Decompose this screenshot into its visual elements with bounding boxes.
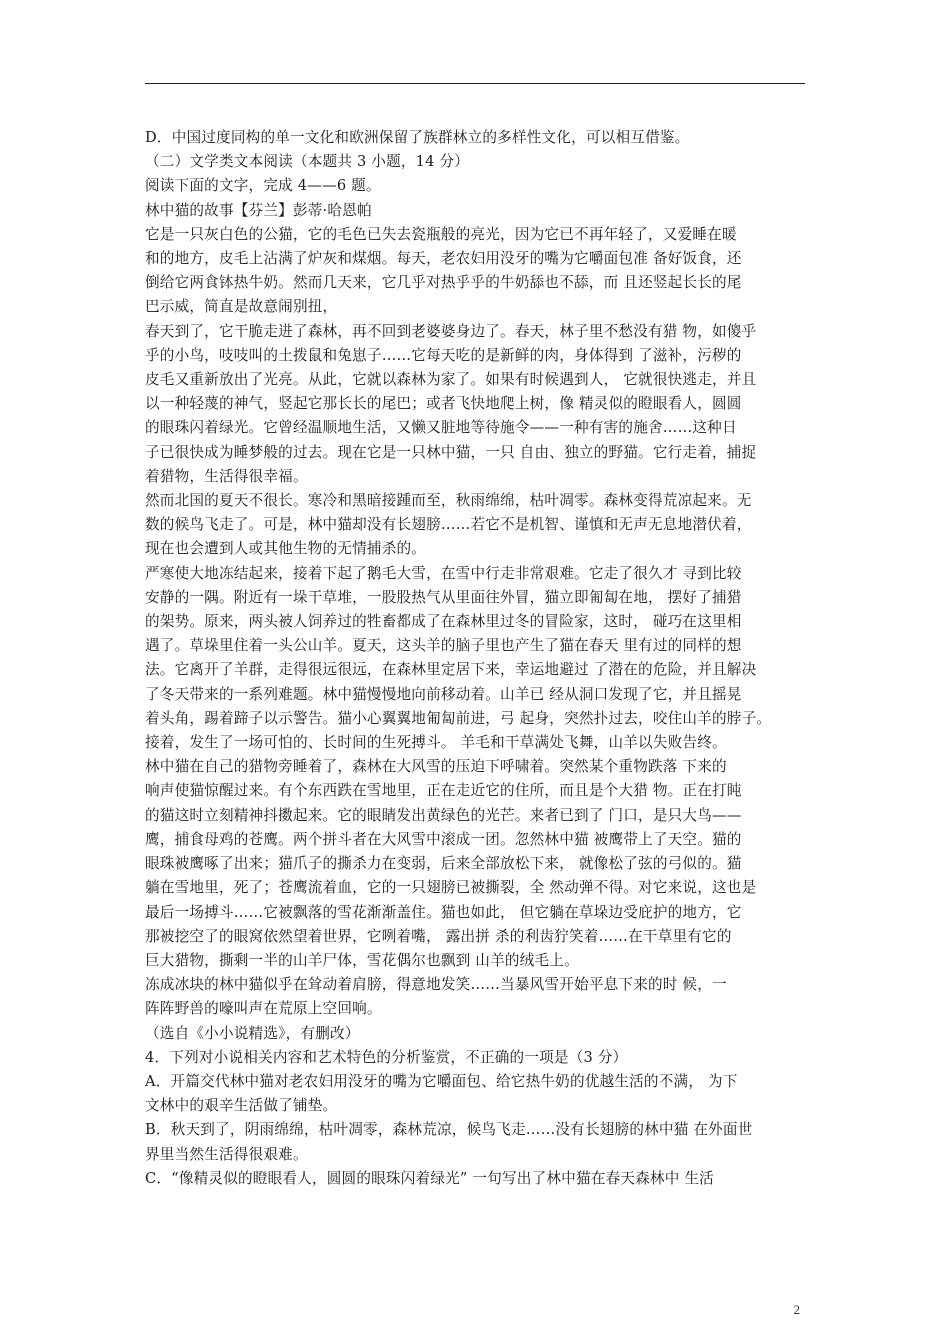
text-line: 皮毛又重新放出了光亮。从此，它就以森林为家了。如果有时候遇到人， 它就很快逃走，并且 bbox=[145, 371, 757, 389]
text-line: 冻成冰块的林中猫似乎在耸动着肩膀，得意地发笑……当暴风雪开始平息下来的时 候，一 bbox=[145, 976, 727, 994]
text-line: 最后一场搏斗……它被飘落的雪花渐渐盖住。猫也如此， 但它躺在草垛边受庇护的地方，它 bbox=[145, 903, 742, 921]
text-line: 以一种轻蔑的神气，竖起它那长长的尾巴；或者飞快地爬上树，像 精灵似的瞪眼看人，圆圆 bbox=[145, 395, 742, 413]
text-line: 着头角，踢着蹄子以示警告。猫小心翼翼地匍匐前进，弓 起身，突然扑过去，咬住山羊的脖子。 bbox=[145, 709, 772, 727]
text-line: 然而北国的夏天不很长。寒冷和黑暗接踵而至，秋雨绵绵，枯叶凋零。森林变得荒凉起来。无 bbox=[145, 492, 752, 510]
text-line: 倒给它两食钵热牛奶。然而几天来，它几乎对热乎乎的牛奶舔也不舔，而 且还竖起长长的尾 bbox=[145, 274, 742, 292]
text-line: 的猫这时立刻精神抖擞起来。它的眼睛发出黄绿色的光芒。来者已到了 门口，是只大鸟—— bbox=[145, 806, 742, 824]
text-line: 那被挖空了的眼窝依然望着世界，它咧着嘴， 露出拼 杀的利齿狞笑着……在干草里有它的 bbox=[145, 927, 732, 945]
text-line: 现在也会遭到人或其他生物的无情捕杀的。 bbox=[145, 540, 427, 558]
text-line: 林中猫在自己的猎物旁睡着了，森林在大风雪的压迫下呼啸着。突然某个重物跌落 下来的 bbox=[145, 758, 727, 776]
option-a-line: 文林中的艰辛生活做了铺垫。 bbox=[145, 1097, 338, 1115]
header-rule bbox=[145, 83, 805, 84]
option-b-line: 界里当然生活得很艰难。 bbox=[145, 1145, 308, 1163]
document-body bbox=[145, 126, 813, 1191]
text-line: 眼珠被鹰啄了出来；猫爪子的撕杀力在变弱，后来全部放松下来， 就像松了弦的弓似的。猫 bbox=[145, 855, 742, 873]
instruction-line: 阅读下面的文字，完成 4——6 题。 bbox=[145, 177, 381, 195]
text-line: 的眼珠闪着绿光。它曾经温顺地生活，又懒又脏地等待施令——一种有害的施舍……这种日 bbox=[145, 419, 737, 437]
text-line: 遇了。草垛里住着一头公山羊。夏天，这头羊的脑子里也产生了猫在春天 里有过的同样的想 bbox=[145, 637, 742, 655]
text-line: 躺在雪地里，死了；苍鹰流着血，它的一只翅膀已被撕裂，全 然动弹不得。对它来说，这也是 bbox=[145, 879, 757, 897]
text-line: 子已很快成为睡梦般的过去。现在它是一只林中猫，一只 自由、独立的野猫。它行走着，捕捉 bbox=[145, 443, 757, 461]
text-line: 接着，发生了一场可怕的、长时间的生死搏斗。 羊毛和干草满处飞舞，山羊以失败告终。 bbox=[145, 734, 727, 752]
text-line: 安静的一隅。附近有一垛干草堆，一股股热气从里面往外冒，猫立即匍匐在地， 摆好了捕猎 bbox=[145, 588, 742, 606]
section-heading: （二）文学类文本阅读（本题共 3 小题，14 分） bbox=[145, 153, 470, 171]
question-4: 4．下列对小说相关内容和艺术特色的分析鉴赏，不正确的一项是（3 分） bbox=[145, 1048, 628, 1066]
text-line: 着猎物，生活得很幸福。 bbox=[145, 467, 308, 485]
text-line: 的架势。原来，两头被人饲养过的牲畜都成了在森林里过冬的冒险家，这时， 碰巧在这里相 bbox=[145, 613, 742, 631]
text-line: 鹰，捕食母鸡的苍鹰。两个拼斗者在大风雪中滚成一团。忽然林中猫 被鹰带上了天空。猫的 bbox=[145, 830, 742, 848]
option-d-line: D．中国过度同构的单一文化和欧洲保留了族群林立的多样性文化，可以相互借鉴。 bbox=[145, 129, 690, 146]
option-b-line: B．秋天到了，阴雨绵绵，枯叶凋零，森林荒凉，候鸟飞走……没有长翅膀的林中猫 在外面世 bbox=[145, 1121, 753, 1139]
text-line: 阵阵野兽的嚎叫声在荒原上空回响。 bbox=[145, 1000, 382, 1018]
text-line: 和的地方，皮毛上沾满了炉灰和煤烟。每天，老农妇用没牙的嘴为它嚼面包准 备好饭食，还 bbox=[145, 250, 742, 268]
text-line: 它是一只灰白色的公猫，它的毛色已失去瓷瓶般的亮光，因为它已不再年轻了，又爱睡在暖 bbox=[145, 225, 737, 243]
story-title: 林中猫的故事【芬兰】彭蒂·哈恩帕 bbox=[145, 201, 372, 219]
option-a-line: A．开篇交代林中猫对老农妇用没牙的嘴为它嚼面包、给它热牛奶的优越生活的不满， 为下 bbox=[145, 1072, 738, 1090]
text-line: 法。它离开了羊群，走得很远很远，在森林里定居下来，幸运地避过 了潜在的危险，并且解决 bbox=[145, 661, 757, 679]
text-line: 了冬天带来的一系列难题。林中猫慢慢地向前移动着。山羊已 经从洞口发现了它，并且摇晃 bbox=[145, 685, 742, 703]
text-line: 严寒使大地冻结起来，接着下起了鹅毛大雪，在雪中行走非常艰难。它走了很久才 寻到比较 bbox=[145, 564, 742, 582]
text-line: 巨大猎物，撕剩一半的山羊尸体，雪花偶尔也飘到 山羊的绒毛上。 bbox=[145, 951, 579, 969]
text-line: 巴示威，简直是故意闹别扭， bbox=[145, 298, 338, 316]
text-line: 响声使猫惊醒过来。有个东西跌在雪地里，正在走近它的住所，而且是个大猎 物。正在打盹 bbox=[145, 782, 742, 800]
text-line: 数的候鸟飞走了。可是，林中猫却没有长翅膀……若它不是机智、谨慎和无声无息地潜伏着， bbox=[145, 516, 752, 534]
option-c-line: C．“像精灵似的瞪眼看人，圆圆的眼珠闪着绿光” 一句写出了林中猫在春天森林中 生活 bbox=[145, 1169, 714, 1187]
text-line: 乎的小鸟，吱吱叫的土拨鼠和兔崽子……它每天吃的是新鲜的肉，身体得到 了滋补，污秽的 bbox=[145, 346, 742, 364]
page-number: 2 bbox=[793, 1302, 800, 1317]
source-note: （选自《小小说精选》，有删改） bbox=[145, 1024, 360, 1042]
text-line: 春天到了，它干脆走进了森林，再不回到老婆婆身边了。春天，林子里不愁没有猎 物，如傻乎 bbox=[145, 322, 757, 340]
